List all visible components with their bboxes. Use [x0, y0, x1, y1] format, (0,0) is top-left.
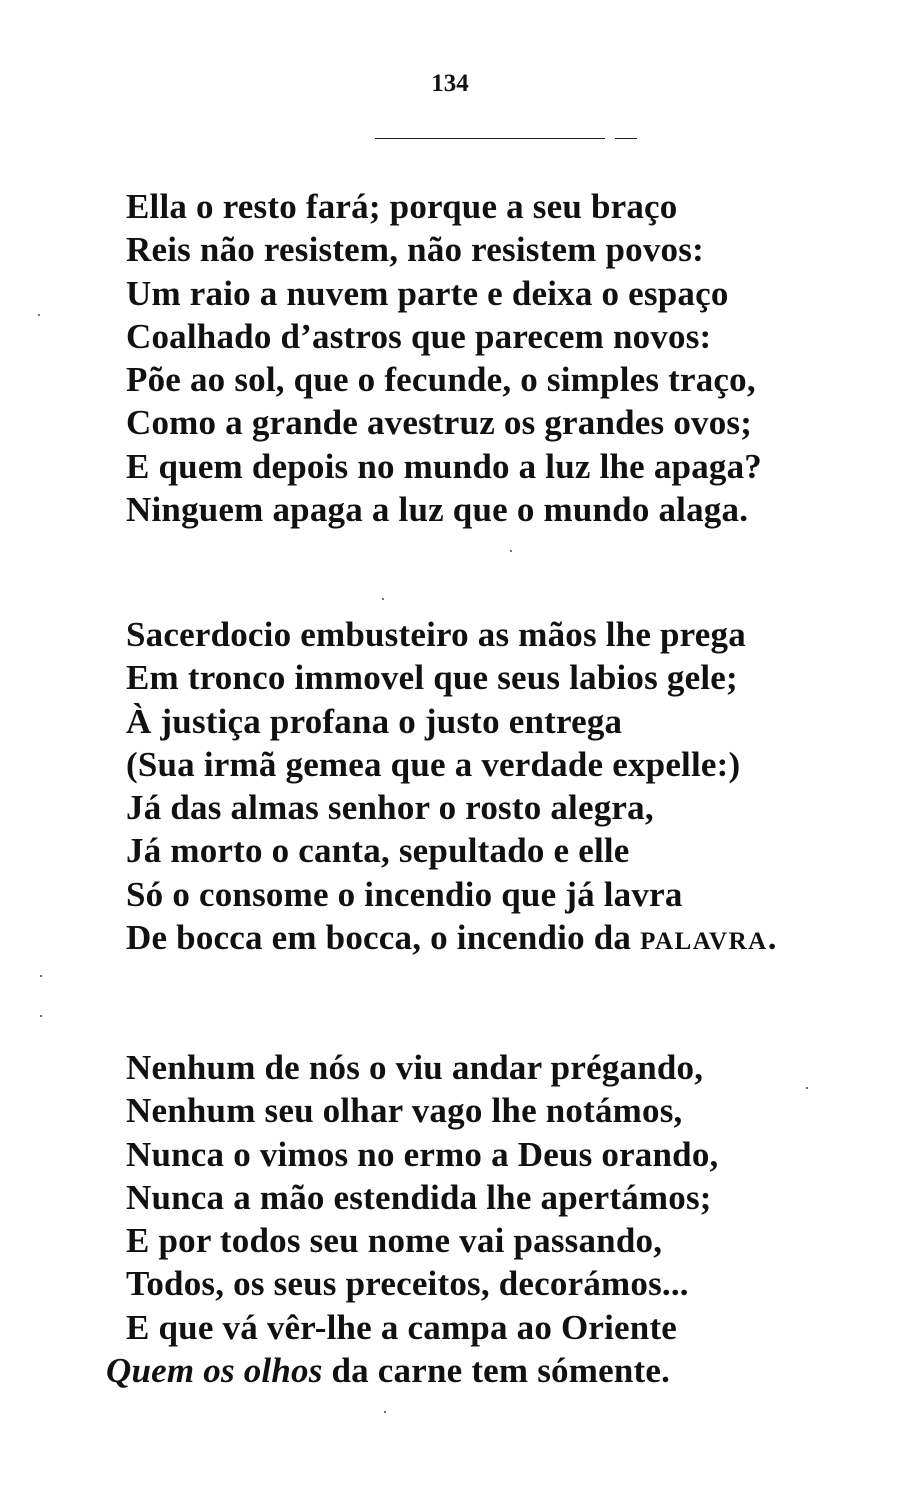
verse-line: Coalhado d’astros que parecem novos: [126, 316, 712, 356]
verse-text: De bocca em bocca, o incendio da [126, 918, 641, 958]
verse-line: Nunca a mão estendida lhe apertámos; [126, 1177, 712, 1217]
verse-line: Reis não resistem, não resistem povos: [126, 230, 704, 270]
verse-line: (Sua irmã gemea que a verdade expelle:) [126, 744, 741, 784]
verse-line: Nenhum seu olhar vago lhe notámos, [126, 1091, 683, 1131]
verse-line: Sacerdocio embusteiro as mãos lhe prega [126, 615, 746, 654]
verse-line: E quem depois no mundo a luz lhe apaga? [126, 446, 763, 486]
verse-line: Ella o resto fará; porque a seu braço [126, 187, 678, 226]
verse-line [126, 916, 866, 959]
verse-line: À justiça profana o justo entrega [126, 701, 623, 741]
verse-line: Como a grande avestruz os grandes ovos; [126, 403, 753, 443]
verse-line: Já morto o canta, sepultado e elle [126, 831, 630, 871]
verse-line: Já das almas senhor o rosto alegra, [126, 788, 654, 828]
italic-phrase: Quem os olhos [106, 1351, 323, 1391]
header-rule-tail [615, 138, 637, 139]
print-speck [384, 1411, 386, 1413]
print-speck [40, 1015, 42, 1017]
verse-line: E que vá vêr-lhe a campa ao Oriente [126, 1307, 678, 1347]
verse-line: Põe ao sol, que o fecunde, o simples traço, [126, 360, 756, 400]
print-speck [382, 598, 384, 600]
verse-line: Nenhum de nós o viu andar prégando, [126, 1048, 704, 1087]
stanza-1 [126, 185, 866, 531]
small-caps-word: palavra. [640, 918, 778, 958]
verse-line: Em tronco immovel que seus labios gele; [126, 658, 738, 698]
verse-text: da carne tem sómente. [322, 1351, 671, 1391]
verse-line: Nunca o vimos no ermo a Deus orando, [126, 1134, 719, 1174]
print-speck [38, 314, 40, 316]
verse-line: Todos, os seus preceitos, decorámos... [126, 1264, 689, 1304]
stanza-2 [126, 613, 866, 959]
header-rule [375, 138, 605, 139]
print-speck [510, 550, 512, 552]
verse-line: Ninguem apaga a luz que o mundo alaga. [126, 490, 749, 530]
verse-line: Só o consome o incendio que já lavra [126, 874, 683, 914]
print-speck [806, 1087, 808, 1089]
verse-line [106, 1349, 866, 1392]
verse-line: E por todos seu nome vai passando, [126, 1221, 663, 1261]
verse-line: Um raio a nuvem parte e deixa o espaço [126, 273, 729, 313]
print-speck [40, 975, 42, 977]
page-number: 134 [431, 70, 469, 97]
stanza-3 [106, 1046, 866, 1392]
